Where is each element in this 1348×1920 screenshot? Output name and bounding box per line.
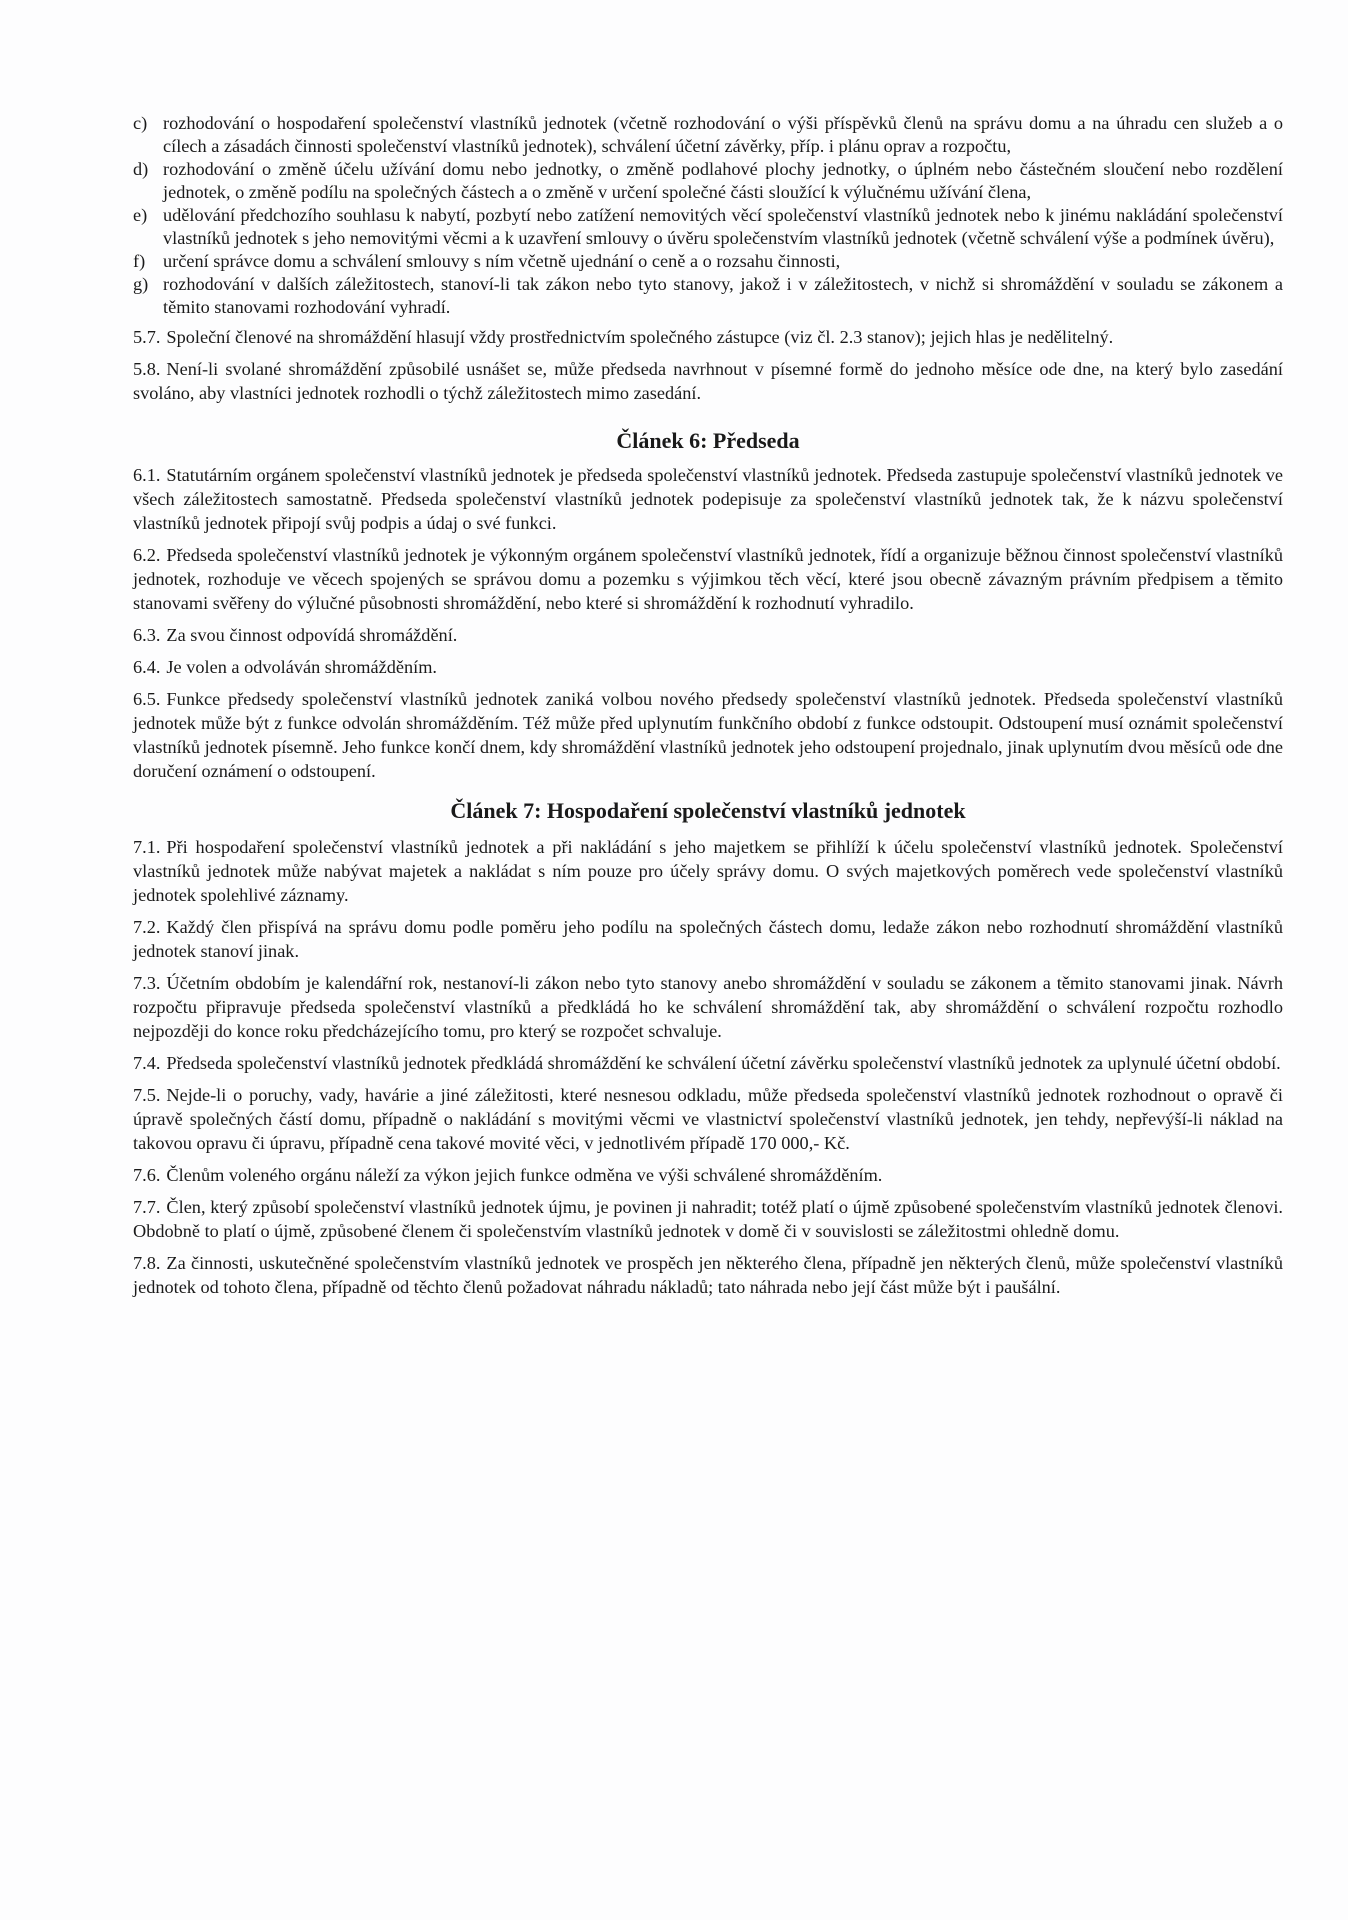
paragraph-number: 7.1. — [133, 837, 161, 857]
paragraph-6-4 — [133, 655, 1283, 679]
paragraph-number: 7.2. — [133, 917, 161, 937]
list-item-text: rozhodování o změně účelu užívání domu nebo jednotky, o změně podlahové plochy jednotky, o úplném nebo částečném sloučení nebo rozdělení jednotek, o změně podílu na společných částech a o změně v určení společné části sloužící k výlučnému užívání člena, — [163, 159, 1283, 202]
paragraph-6-1 — [133, 463, 1283, 535]
paragraph-5-8 — [133, 357, 1283, 405]
list-marker: c) — [133, 113, 148, 133]
paragraph-text: Statutárním orgánem společenství vlastníků jednotek je předseda společenství vlastníků jednotek. Předseda zastupuje společenství vlastníků jednotek ve všech záležitostech samostatně. Předseda společenství vlastníků jednotek podepisuje za společenství vlastníků jednotek tak, že k názvu společenství vlastníků jednotek připojí svůj podpis a údaj o své funkci. — [133, 465, 1283, 533]
list-item — [133, 204, 1283, 250]
paragraph-number: 6.4. — [133, 657, 161, 677]
paragraph-text: Člen, který způsobí společenství vlastníků jednotek újmu, je povinen ji nahradit; totéž platí o újmě způsobené společenstvím vlastníků jednotek členovi. Obdobně to platí o újmě, způsobené členem či společenstvím vlastníků jednotek v domě či v souvislosti se záležitostmi ohledně domu. — [133, 1197, 1283, 1241]
paragraph-number: 6.2. — [133, 545, 161, 565]
paragraph-number: 6.5. — [133, 689, 161, 709]
list-item-text: určení správce domu a schválení smlouvy s ním včetně ujednání o ceně a o rozsahu činnosti, — [163, 251, 841, 271]
paragraph-number: 7.4. — [133, 1053, 161, 1073]
list-item — [133, 158, 1283, 204]
paragraph-text: Předseda společenství vlastníků jednotek předkládá shromáždění ke schválení účetní závěrku společenství vlastníků jednotek za uplynulé účetní období. — [166, 1053, 1281, 1073]
list-item-text: rozhodování o hospodaření společenství vlastníků jednotek (včetně rozhodování o výši příspěvků členů na správu domu a na úhradu cen služeb a o cílech a zásadách činnosti společenství vlastníků jednotek), schválení účetní závěrky, příp. i plánu oprav a rozpočtu, — [163, 113, 1283, 156]
paragraph-7-1 — [133, 835, 1283, 907]
list-item — [133, 273, 1283, 319]
paragraph-7-7 — [133, 1195, 1283, 1243]
list-marker: f) — [133, 251, 146, 271]
paragraph-number: 7.3. — [133, 973, 161, 993]
list-item — [133, 112, 1283, 158]
paragraph-text: Nejde-li o poruchy, vady, havárie a jiné záležitosti, které nesnesou odkladu, může předseda společenství vlastníků jednotek rozhodnout o opravě či úpravě společných částí domu, případně o nakládání s movitými věcmi ve vlastnictví společenství vlastníků jednotek, jen tehdy, nepřevýší-li náklad na takovou opravu či úpravu, případně cena takové movité věci, v jednotlivém případě 170 000,- Kč. — [133, 1085, 1283, 1153]
paragraph-number: 7.8. — [133, 1253, 161, 1273]
list-marker: e) — [133, 205, 148, 225]
paragraph-6-5 — [133, 687, 1283, 783]
paragraph-number: 7.6. — [133, 1165, 161, 1185]
list-item — [133, 250, 1283, 273]
paragraph-text: Za činnosti, uskutečněné společenstvím vlastníků jednotek ve prospěch jen některého člena, případně jen některých členů, může společenství vlastníků jednotek od tohoto člena, případně od těchto členů požadovat náhradu nákladů; tato náhrada nebo její část může být i paušální. — [133, 1253, 1283, 1297]
paragraph-text: Účetním obdobím je kalendářní rok, nestanoví-li zákon nebo tyto stanovy anebo shromáždění v souladu se zákonem a těmito stanovami jinak. Návrh rozpočtu připravuje předseda společenství vlastníků a předkládá ho ke schválení shromáždění tak, aby shromáždění o schválení rozpočtu rozhodlo nejpozději do konce roku předcházejícího tomu, pro který se rozpočet schvaluje. — [133, 973, 1283, 1041]
list-marker: d) — [133, 159, 149, 179]
paragraph-7-3 — [133, 971, 1283, 1043]
paragraph-number: 7.7. — [133, 1197, 161, 1217]
article-7-heading: Článek 7: Hospodaření společenství vlastníků jednotek — [450, 798, 966, 823]
paragraph-7-2 — [133, 915, 1283, 963]
article-6-heading: Článek 6: Předseda — [616, 428, 800, 453]
paragraph-7-6 — [133, 1163, 1283, 1187]
paragraph-text: Každý člen přispívá na správu domu podle poměru jeho podílu na společných částech domu, ledaže zákon nebo rozhodnutí shromáždění vlastníků jednotek stanoví jinak. — [133, 917, 1283, 961]
paragraph-text: Je volen a odvoláván shromážděním. — [166, 657, 438, 677]
paragraph-number: 5.8. — [133, 359, 161, 379]
paragraph-number: 5.7. — [133, 327, 161, 347]
paragraph-text: Společní členové na shromáždění hlasují vždy prostřednictvím společného zástupce (viz čl. 2.3 stanov); jejich hlas je nedělitelný. — [166, 327, 1114, 347]
paragraph-text: Při hospodaření společenství vlastníků jednotek a při nakládání s jeho majetkem se přihlíží k účelu společenství vlastníků jednotek. Společenství vlastníků jednotek může nabývat majetek a nakládat s ním pouze pro účely správy domu. O svých majetkových poměrech vede společenství vlastníků jednotek spolehlivé záznamy. — [133, 837, 1283, 905]
paragraph-text: Předseda společenství vlastníků jednotek je výkonným orgánem společenství vlastníků jednotek, řídí a organizuje běžnou činnost společenství vlastníků jednotek, rozhoduje ve věcech spojených se správou domu a pozemku s výjimkou těch věcí, které jsou obecně závazným právním předpisem a těmito stanovami svěřeny do výlučné působnosti shromáždění, nebo které si shromáždění k rozhodnutí vyhradilo. — [133, 545, 1283, 613]
paragraph-5-7 — [133, 325, 1283, 349]
list-item-text: udělování předchozího souhlasu k nabytí, pozbytí nebo zatížení nemovitých věcí společenství vlastníků jednotek nebo k jinému nakládání společenství vlastníků jednotek s jeho nemovitými věcmi a k uzavření smlouvy o úvěru společenstvím vlastníků jednotek (včetně schválení výše a podmínek úvěru), — [163, 205, 1283, 248]
competence-list — [133, 112, 1283, 319]
paragraph-7-5 — [133, 1083, 1283, 1155]
paragraph-7-8 — [133, 1251, 1283, 1299]
paragraph-6-3 — [133, 623, 1283, 647]
paragraph-7-4 — [133, 1051, 1283, 1075]
paragraph-text: Funkce předsedy společenství vlastníků jednotek zaniká volbou nového předsedy společenství vlastníků jednotek. Předseda společenství vlastníků jednotek může být z funkce odvolán shromážděním. Též může před uplynutím funkčního období z funkce odstoupit. Odstoupení musí oznámit společenství vlastníků jednotek písemně. Jeho funkce končí dnem, kdy shromáždění vlastníků jednotek jeho odstoupení projednalo, jinak uplynutím dvou měsíců ode dne doručení oznámení o odstoupení. — [133, 689, 1283, 781]
document-page — [133, 112, 1283, 1307]
list-marker: g) — [133, 274, 149, 294]
list-item-text: rozhodování v dalších záležitostech, stanoví-li tak zákon nebo tyto stanovy, jakož i v záležitostech, v nichž si shromáždění v souladu se zákonem a těmito stanovami rozhodování vyhradí. — [163, 274, 1283, 317]
paragraph-text: Za svou činnost odpovídá shromáždění. — [166, 625, 458, 645]
paragraph-number: 6.3. — [133, 625, 161, 645]
paragraph-text: Není-li svolané shromáždění způsobilé usnášet se, může předseda navrhnout v písemné formě do jednoho měsíce ode dne, na který bylo zasedání svoláno, aby vlastníci jednotek rozhodli o týchž záležitostech mimo zasedání. — [133, 359, 1283, 403]
paragraph-text: Členům voleného orgánu náleží za výkon jejich funkce odměna ve výši schválené shromážděním. — [166, 1165, 883, 1185]
paragraph-6-2 — [133, 543, 1283, 615]
paragraph-number: 7.5. — [133, 1085, 161, 1105]
paragraph-number: 6.1. — [133, 465, 161, 485]
